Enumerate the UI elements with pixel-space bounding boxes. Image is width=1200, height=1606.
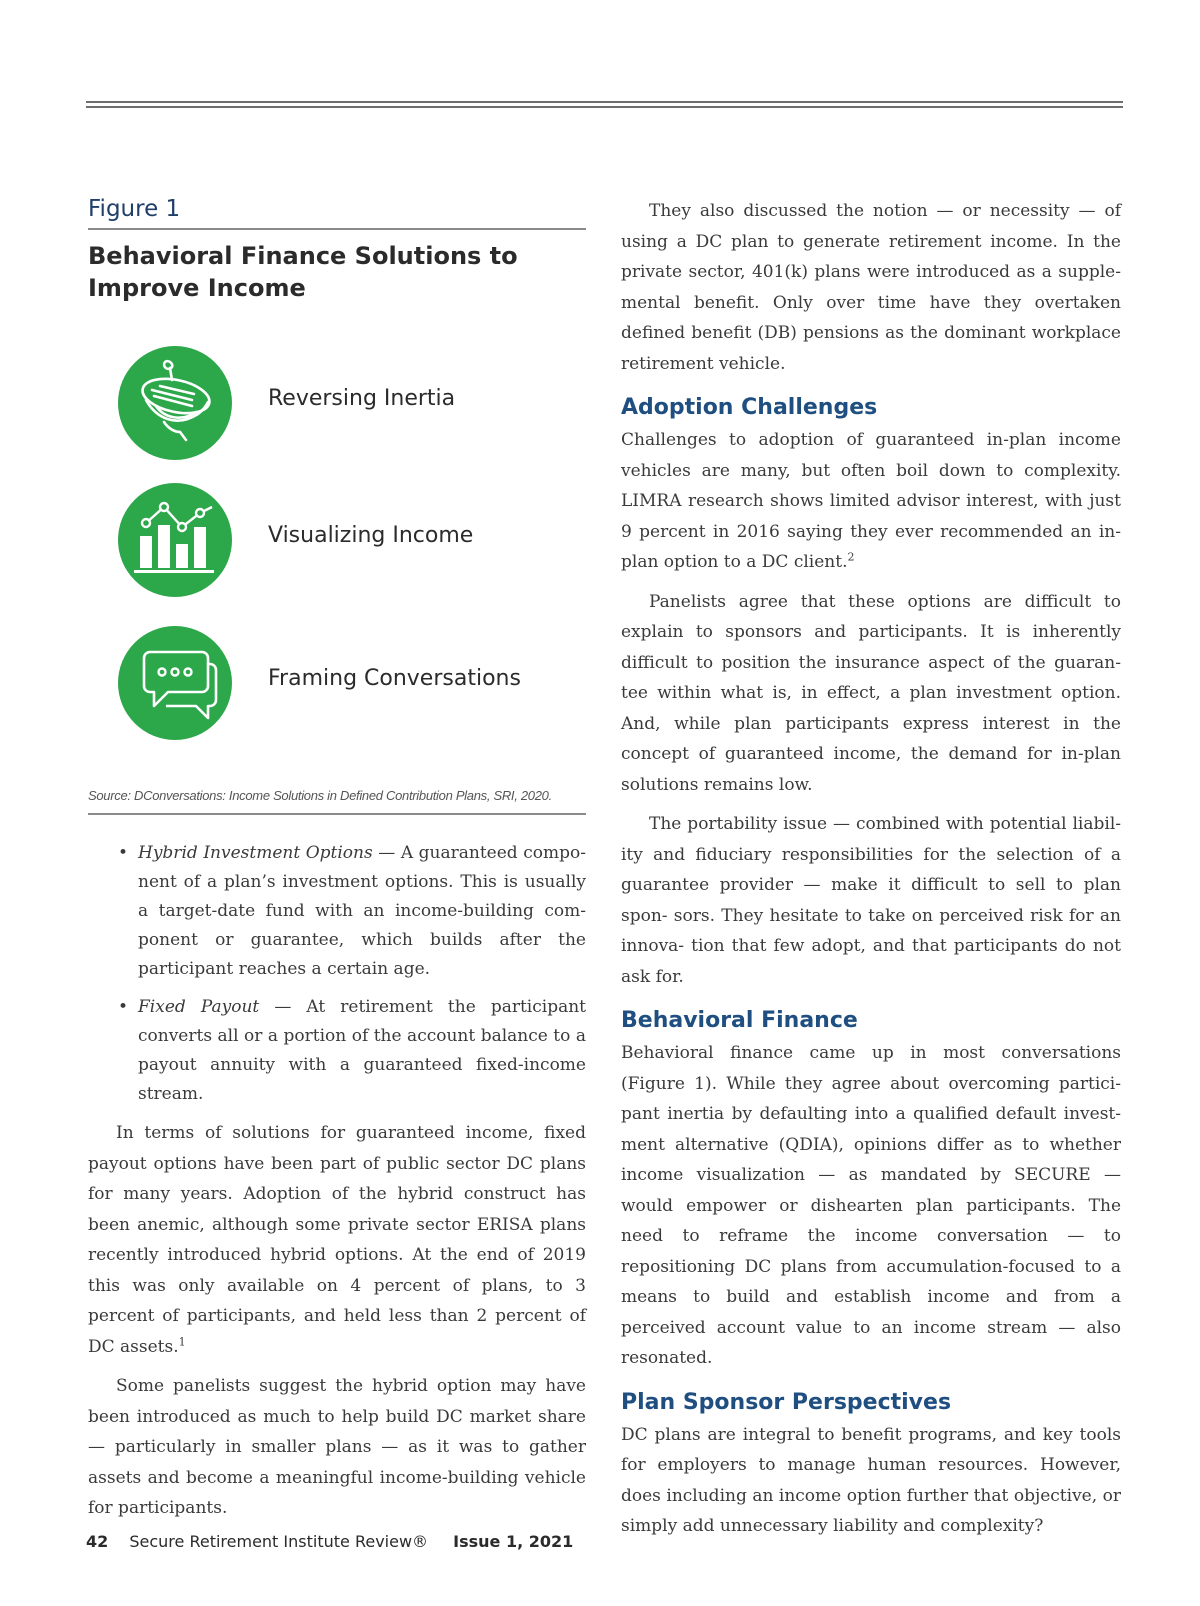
journal-name: Secure Retirement Institute Review® — [129, 1532, 429, 1551]
figure-item-reversing-inertia — [116, 344, 586, 462]
issue-label: Issue 1, 2021 — [453, 1532, 574, 1551]
figure-title: Behavioral Finance Solutions to Improve Income — [88, 242, 518, 302]
bullet-list — [88, 839, 586, 1109]
intro-paragraph: They also discussed the notion — or necessity — of using a DC plan to generate retirement income. In the private sector, 401(k) plans were introduced as a supple- mental benefit. Only over time have they overtaken defined benefit (DB) pensions as the dominant workplace retirement vehicle. — [621, 201, 1121, 374]
bullet-text: — A guaranteed compo- nent of a plan’s investment options. This is usually a target-date fund with an income-building com- ponent or guarantee, which builds after the participant reaches a certain age. — [138, 843, 586, 979]
body-paragraph: Behavioral finance came up in most conversations (Figure 1). While they agree about overcoming partici- pant inertia by defaulting into a qualified default invest- ment alternative (QDIA), opinions differ as to whether income visualization — as mandated by SECURE — would empower or dishearten plan participants. The need to reframe the income conversation — to repositioning DC plans from accumulation-focused to a means to build and establish income and from a perceived account value to an income stream — also resonated. — [621, 1043, 1121, 1368]
figure-item-label: Reversing Inertia — [268, 386, 456, 411]
footnote-ref: 2 — [847, 550, 855, 564]
bullet-text: — At retirement the participant converts all or a portion of the account balance to a payout annuity with a guaranteed fixed-income stream. — [138, 997, 586, 1104]
body-paragraph: In terms of solutions for guaranteed income, fixed payout options have been part of public sector DC plans for many years. Adoption of the hybrid construct has been anemic, although some private sector ERISA plans recently introduced hybrid options. At the end of 2019 this was only available on 4 percent of plans, to 3 percent of participants, and held less than 2 percent of DC assets.$^1$ — [88, 1123, 586, 1357]
header-rule-bottom — [86, 106, 1123, 108]
bar-chart-icon — [116, 481, 234, 599]
body-paragraph: Challenges to adoption of guaranteed in-plan income vehicles are many, but often boil down to complexity. LIMRA research shows limited advisor interest, with just 9 percent in 2016 saying they ever recommended an in- plan option to a DC client.$^2$ — [621, 430, 1121, 572]
body-paragraph: Some panelists suggest the hybrid option may have been introduced as much to help build DC market share — particularly in smaller plans — as it was to gather assets and become a meaningful income-building vehicle for participants. — [88, 1376, 586, 1518]
list-item — [138, 993, 586, 1109]
bullet-term: Fixed Payout — [138, 997, 260, 1017]
figure-label: Figure 1 — [88, 196, 586, 230]
list-item — [138, 839, 586, 984]
figure-item-label: Framing Conversations — [268, 666, 521, 691]
figure-item-visualizing-income — [116, 481, 586, 599]
chat-bubbles-icon — [116, 624, 234, 742]
section-heading-behavioral-finance: Behavioral Finance — [621, 1008, 858, 1033]
page-footer — [86, 1532, 573, 1551]
bullet-term: Hybrid Investment Options — [138, 843, 373, 863]
footnote-ref: 1 — [178, 1334, 186, 1348]
body-paragraph: DC plans are integral to benefit programs, and key tools for employers to manage human resources. However, does including an income option further that objective, or simply add unnecessary liability and complexity? — [621, 1424, 1121, 1536]
figure-item-framing-conversations — [116, 624, 586, 742]
section-heading-adoption-challenges: Adoption Challenges — [621, 395, 878, 420]
body-paragraph: Panelists agree that these options are difficult to explain to sponsors and participants. It is inherently difficult to position the insurance aspect of the guaran- tee within what is, in effect, a plan investment option. And, while plan participants express interest in the concept of guaranteed income, the demand for in-plan solutions remains low. — [621, 591, 1121, 795]
body-paragraph: The portability issue — combined with potential liabil- ity and fiduciary responsibilities for the selection of a guarantee provider — make it difficult to sell to plan spon- sors. They hesitate to take on perceived risk for an innova- tion that few adopt, and that participants do not ask for. — [621, 814, 1121, 987]
header-rule-top — [86, 101, 1123, 103]
left-column — [88, 196, 586, 1533]
section-heading-plan-sponsor-perspectives: Plan Sponsor Perspectives — [621, 1389, 952, 1415]
figure-items — [88, 308, 586, 788]
right-column — [621, 196, 1121, 1551]
figure-source: Source: DConversations: Income Solutions in Defined Contribution Plans, SRI, 2020. — [88, 788, 586, 815]
spinning-top-icon — [116, 344, 234, 462]
page-number: 42 — [86, 1532, 109, 1551]
figure-item-label: Visualizing Income — [268, 523, 474, 548]
